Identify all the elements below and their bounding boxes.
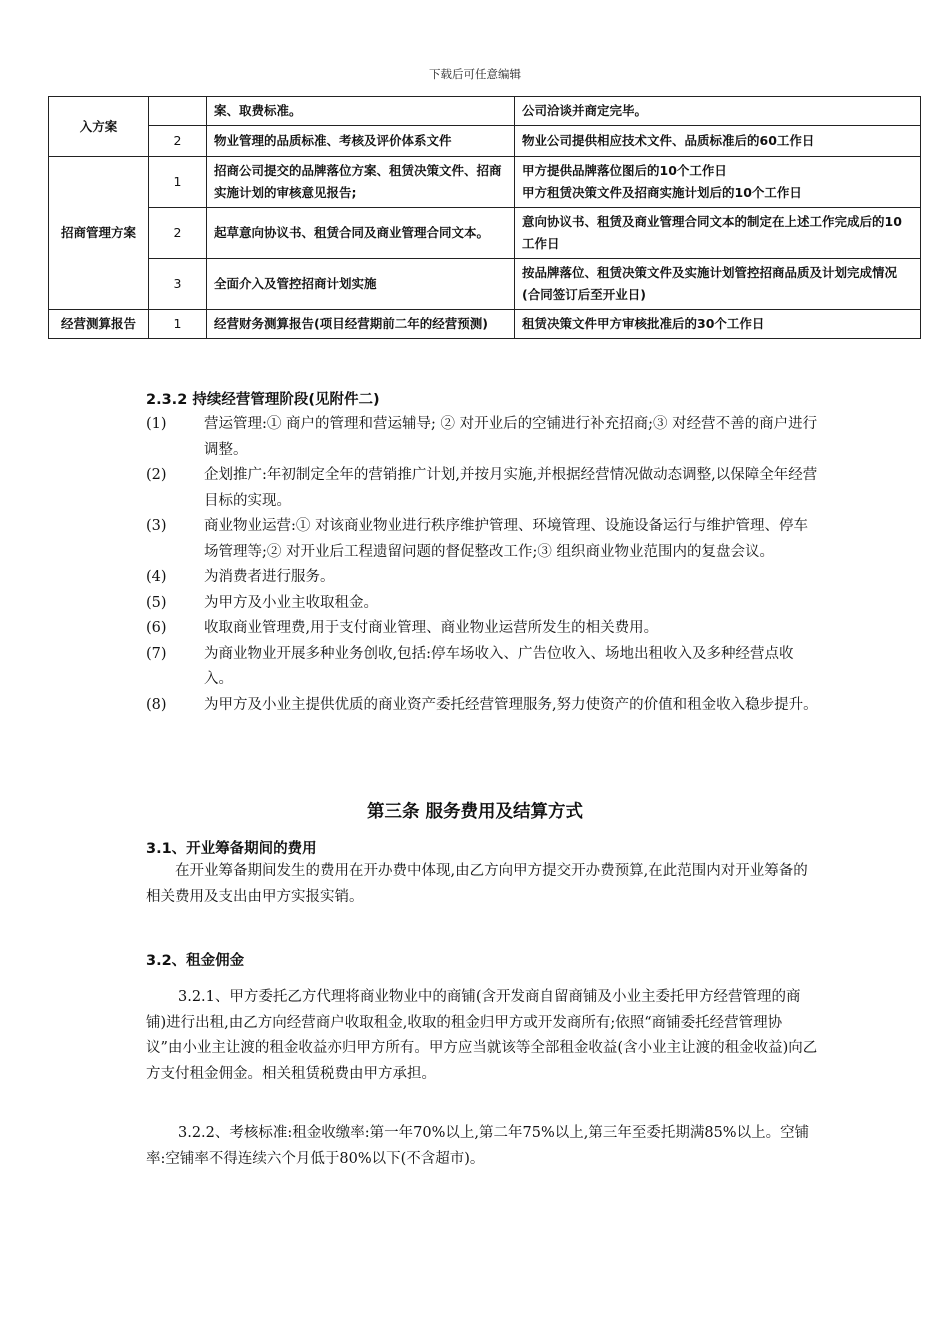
management-list xyxy=(146,412,818,718)
section-heading-3-1: 3.1、开业筹备期间的费用 xyxy=(146,841,317,857)
table-category-cell: 招商管理方案 xyxy=(49,157,149,310)
list-item xyxy=(146,693,818,719)
deadline-line: 甲方租赁决策文件及招商实施计划后的10个工作日 xyxy=(522,185,802,200)
list-text: 为消费者进行服务。 xyxy=(204,569,335,585)
list-number: (5) xyxy=(146,594,167,611)
list-text: 商业物业运营:① 对该商业物业进行秩序维护管理、环境管理、设施设备运行与维护管理、停车场管理等;② 对开业后工程遗留问题的督促整改工作;③ 组织商业物业范围内的复盘会议。 xyxy=(204,518,808,560)
table-row xyxy=(49,157,921,208)
list-item xyxy=(146,565,818,591)
table-row xyxy=(49,259,921,310)
table-deadline-cell: 意向协议书、租赁及商业管理合同文本的制定在上述工作完成后的10工作日 xyxy=(515,208,921,259)
table-deadline-cell: 租赁决策文件甲方审核批准后的30个工作日 xyxy=(515,310,921,339)
deadline-line: 甲方提供品牌落位图后的10个工作日 xyxy=(522,163,727,178)
article-title: 第三条 服务费用及结算方式 xyxy=(366,802,584,822)
table-deadline-cell xyxy=(515,157,921,208)
list-number: (8) xyxy=(146,696,167,713)
page-header-note: 下载后可任意编辑 xyxy=(429,67,521,81)
list-item xyxy=(146,514,818,565)
list-number: (2) xyxy=(146,467,167,483)
list-item xyxy=(146,412,818,463)
table-item-cell: 案、取费标准。 xyxy=(207,97,515,126)
list-item xyxy=(146,463,818,514)
list-text: 为商业物业开展多种业务创收,包括:停车场收入、广告位收入、场地出租收入及多种经营点收入。 xyxy=(204,645,794,687)
table-number-cell: 1 xyxy=(149,310,207,339)
list-item xyxy=(146,591,818,617)
paragraph-3-1: 在开业筹备期间发生的费用在开办费中体现,由乙方向甲方提交开办费预算,在此范围内对开业筹备的相关费用及支出由甲方实报实销。 xyxy=(146,863,808,905)
list-number: (4) xyxy=(146,569,167,585)
table-number-cell xyxy=(149,97,207,126)
deliverables-table xyxy=(48,96,921,339)
table-item-cell: 经营财务测算报告(项目经营期前二年的经营预测) xyxy=(207,310,515,339)
table-row xyxy=(49,126,921,157)
list-number: (1) xyxy=(146,416,167,432)
table-row xyxy=(49,97,921,126)
table-category-cell: 入方案 xyxy=(49,97,149,157)
table-deadline-cell: 物业公司提供相应技术文件、品质标准后的60工作日 xyxy=(515,126,921,157)
table-item-cell: 起草意向协议书、租赁合同及商业管理合同文本。 xyxy=(207,208,515,259)
list-text: 为甲方及小业主提供优质的商业资产委托经营管理服务,努力使资产的价值和租金收入稳步提升。 xyxy=(204,696,818,713)
section-heading-2-3-2: 2.3.2 持续经营管理阶段(见附件二) xyxy=(146,392,380,408)
list-item xyxy=(146,616,818,642)
table-row xyxy=(49,310,921,339)
list-text: 收取商业管理费,用于支付商业管理、商业物业运营所发生的相关费用。 xyxy=(204,620,659,636)
list-item xyxy=(146,642,818,693)
table-row xyxy=(49,208,921,259)
list-text: 营运管理:① 商户的管理和营运辅导; ② 对开业后的空铺进行补充招商;③ 对经营不善的商户进行调整。 xyxy=(204,416,818,458)
table-item-cell: 物业管理的品质标准、考核及评价体系文件 xyxy=(207,126,515,157)
table-number-cell: 2 xyxy=(149,208,207,259)
table-deadline-cell: 按品牌落位、租赁决策文件及实施计划管控招商品质及计划完成情况(合同签订后至开业日) xyxy=(515,259,921,310)
table-category-cell: 经营测算报告 xyxy=(49,310,149,339)
list-number: (3) xyxy=(146,518,167,534)
list-number: (7) xyxy=(146,645,167,662)
table-item-cell: 全面介入及管控招商计划实施 xyxy=(207,259,515,310)
section-heading-3-2: 3.2、租金佣金 xyxy=(146,953,245,969)
table-number-cell: 3 xyxy=(149,259,207,310)
table-number-cell: 1 xyxy=(149,157,207,208)
table-number-cell: 2 xyxy=(149,126,207,157)
list-number: (6) xyxy=(146,620,167,636)
paragraph-3-2-2: 3.2.2、考核标准:租金收缴率:第一年70%以上,第二年75%以上,第三年至委托期满85%以上。空铺率:空铺率不得连续六个月低于80%以下(不含超市)。 xyxy=(146,1125,810,1167)
paragraph-3-2-1: 3.2.1、甲方委托乙方代理将商业物业中的商铺(含开发商自留商铺及小业主委托甲方经营管理的商铺)进行出租,由乙方向经营商户收取租金,收取的租金归甲方或开发商所有;依照“商铺委托经营管理协议”由小业主让渡的租金收益亦归甲方所有。甲方应当就该等全部租金收益(含小业主让渡的租金收益)向乙方支付租金佣金。相关租赁税费由甲方承担。 xyxy=(146,989,818,1082)
table-deadline-cell: 公司洽谈并商定完毕。 xyxy=(515,97,921,126)
table-item-cell: 招商公司提交的品牌落位方案、租赁决策文件、招商实施计划的审核意见报告; xyxy=(207,157,515,208)
list-text: 企划推广:年初制定全年的营销推广计划,并按月实施,并根据经营情况做动态调整,以保障全年经营目标的实现。 xyxy=(204,467,818,509)
list-text: 为甲方及小业主收取租金。 xyxy=(204,594,378,611)
